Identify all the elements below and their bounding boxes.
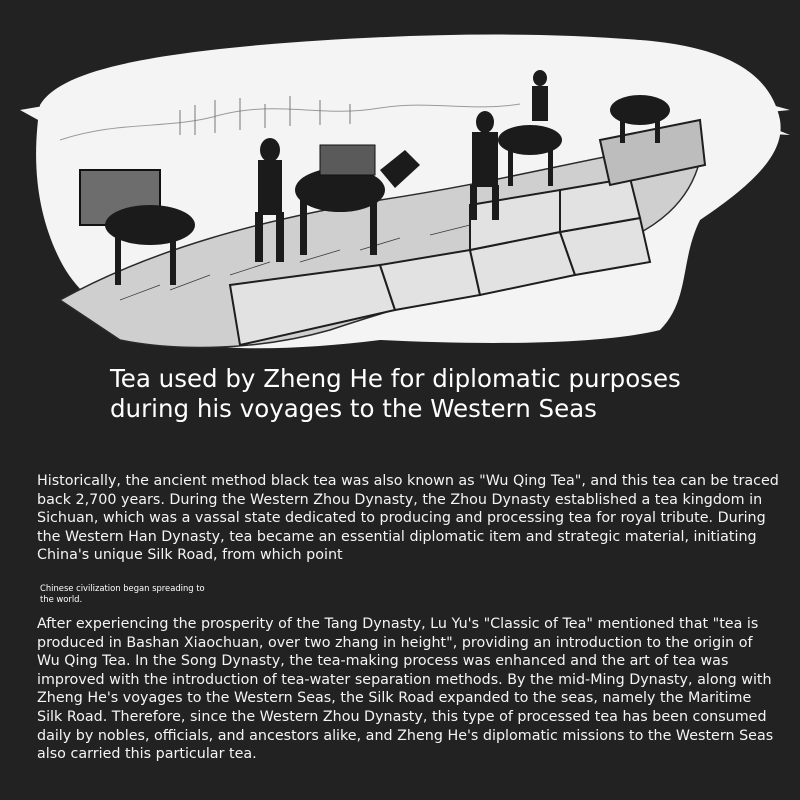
- paragraph-1: Historically, the ancient method black tea was also known as "Wu Qing Tea", and this tea can be traced back 2,700 years. During the Western Zhou Dynasty, the Zhou Dynasty established a tea kingdom in Sichuan, which was a vassal state dedicated to producing and processing tea for royal tribute. During the Western Han Dynasty, tea became an essential diplomatic item and strategic material, initiating China's unique Silk Road, from which point: [37, 473, 779, 564]
- rider: [533, 70, 547, 86]
- walker-middle: [476, 111, 494, 133]
- walker-front: [260, 138, 280, 162]
- image-caption: Chinese civilization began spreading to the world.: [40, 583, 205, 604]
- paragraph-2: After experiencing the prosperity of the Tang Dynasty, Lu Yu's "Classic of Tea" mentioned that "tea is produced in Bashan Xiaochuan, over two zhang in height", providing an introduction to the origin of Wu Qing Tea. In the Song Dynasty, the tea-making process was enhanced and the art of tea was improved with the introduction of tea-water separation methods. By the mid-Ming Dynasty, along with Zheng He's voyages to the Western Seas, the Silk Road expanded to the seas, namely the Maritime Silk Road. Therefore, since the Western Zhou Dynasty, this type of processed tea has been consumed daily by nobles, officials, and ancestors alike, and Zheng He's diplomatic missions to the Western Seas also carried this particular tea.: [37, 616, 774, 763]
- caravan-sketch-illustration: [0, 0, 800, 370]
- horse-right: [610, 95, 670, 125]
- article-title: Tea used by Zheng He for diplomatic purposes during his voyages to the Western Seas: [110, 364, 681, 423]
